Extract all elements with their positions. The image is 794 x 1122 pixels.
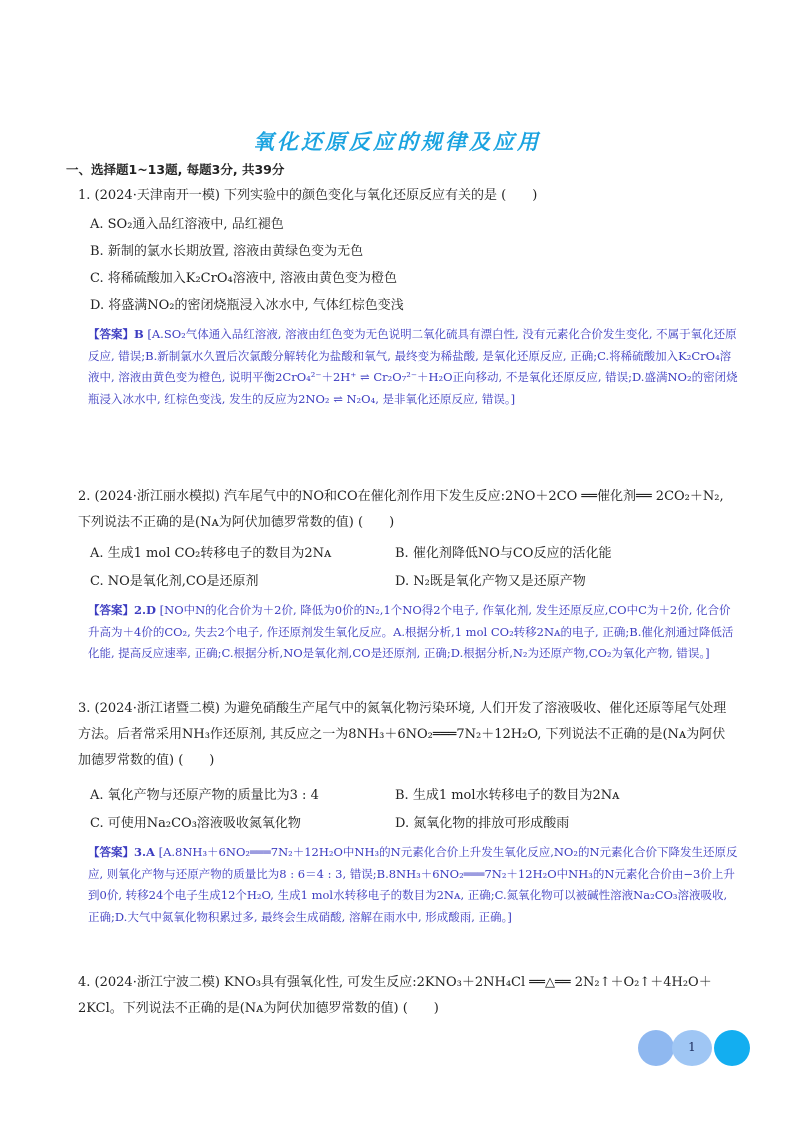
q3-answer <box>88 842 738 928</box>
q2-answer <box>88 600 738 665</box>
section-heading: 一、选择题1~13题, 每题3分, 共39分 <box>66 162 285 177</box>
page-title: 氧化还原反应的规律及应用 <box>253 130 541 154</box>
question-4-stem: 4. (2024·浙江宁波二模) KNO₃具有强氧化性, 可发生反应:2KNO₃＋2NH₄Cl ══△══ 2N₂↑＋O₂↑＋4H₂O＋2KCl。下列说法不正确的是(Nᴀ为阿伏加德罗常数的值) ( ) <box>78 975 712 1016</box>
q1-option-b: B. 新制的氯水长期放置, 溶液由黄绿色变为无色 <box>90 244 364 259</box>
q2-option-a: A. 生成1 mol CO₂转移电子的数目为2Nᴀ <box>90 546 332 561</box>
q3-option-d: D. 氮氧化物的排放可形成酸雨 <box>395 816 570 831</box>
q3-option-b: B. 生成1 mol水转移电子的数目为2Nᴀ <box>395 788 620 803</box>
q2-option-d: D. N₂既是氧化产物又是还原产物 <box>395 574 586 589</box>
q3-option-a: A. 氧化产物与还原产物的质量比为3 : 4 <box>90 788 319 803</box>
question-3-stem: 3. (2024·浙江诸暨二模) 为避免硝酸生产尾气中的氮氧化物污染环境, 人们开发了溶液吸收、催化还原等尾气处理方法。后者常采用NH₃作还原剂, 其反应之一为8NH₃＋6NO₂═══7N₂＋12H₂O, 下列说法不正确的是(Nᴀ为阿伏加德罗常数的值) ( ) <box>78 701 727 768</box>
q2-option-b: B. 催化剂降低NO与CO反应的活化能 <box>395 546 612 561</box>
page-dot-dark <box>714 1030 750 1066</box>
q1-answer-text: [A.SO₂气体通入品红溶液, 溶液由红色变为无色说明二氧化硫具有漂白性, 没有元素化合价发生变化, 不属于氧化还原反应, 错误;B.新制氯水久置后次氯酸分解转化为盐酸和氧气, 最终变为稀盐酸, 是氧化还原反应, 正确;C.将稀硫酸加入K₂CrO₄溶液中, 溶液由黄色变为橙色, 说明平衡2CrO₄²⁻＋2H⁺ ⇌ Cr₂O₇²⁻＋H₂O正向移动, 不是氧化还原反应, 错误;D.盛满NO₂的密闭烧瓶浸入冰水中, 红棕色变浅, 发生的反应为2NO₂ ⇌ N₂O₄, 是非氧化还原反应, 错误。] <box>88 327 738 406</box>
q2-answer-tag: 【答案】2.D <box>88 603 156 617</box>
q1-option-c: C. 将稀硫酸加入K₂CrO₄溶液中, 溶液由黄色变为橙色 <box>90 271 397 286</box>
q2-option-c: C. NO是氧化剂,CO是还原剂 <box>90 574 259 589</box>
q1-option-d: D. 将盛满NO₂的密闭烧瓶浸入冰水中, 气体红棕色变浅 <box>90 298 404 313</box>
q3-answer-tag: 【答案】3.A <box>88 845 155 859</box>
q2-answer-text: [NO中N的化合价为＋2价, 降低为0价的N₂,1个NO得2个电子, 作氧化剂, 发生还原反应,CO中C为＋2价, 化合价升高为＋4价的CO₂, 失去2个电子, 作还原剂发生氧化反应。A.根据分析,1 mol CO₂转移2Nᴀ的电子, 正确;B.催化剂通过降低活化能, 提高反应速率, 正确;C.根据分析,NO是氧化剂,CO是还原剂, 正确;D.根据分析,N₂为还原产物,CO₂为氧化产物, 错误。] <box>88 603 734 660</box>
question-1-stem: 1. (2024·天津南开一模) 下列实验中的颜色变化与氧化还原反应有关的是 ( ) <box>78 188 538 203</box>
page-number: 1 <box>688 1040 696 1054</box>
q1-answer <box>88 324 738 410</box>
q3-answer-text: [A.8NH₃＋6NO₂═══7N₂＋12H₂O中NH₃的N元素化合价上升发生氧化反应,NO₂的N元素化合价下降发生还原反应, 则氧化产物与还原产物的质量比为8 : 6＝4 : 3, 错误;B.8NH₃＋6NO₂═══7N₂＋12H₂O中NH₃的N元素化合价由−3价上升到0价, 转移24个电子生成12个H₂O, 生成1 mol水转移电子的数目为2Nᴀ, 正确;C.氮氧化物可以被碱性溶液Na₂CO₃溶液吸收, 正确;D.大气中氮氧化物积累过多, 最终会生成硝酸, 溶解在雨水中, 形成酸雨, 正确。] <box>88 845 738 924</box>
question-2-stem: 2. (2024·浙江丽水模拟) 汽车尾气中的NO和CO在催化剂作用下发生反应:2NO＋2CO ══催化剂══ 2CO₂＋N₂, 下列说法不正确的是(Nᴀ为阿伏加德罗常数的值) ( ) <box>78 489 724 530</box>
q3-option-c: C. 可使用Na₂CO₃溶液吸收氮氧化物 <box>90 816 301 831</box>
q1-answer-tag: 【答案】B <box>88 327 144 341</box>
q1-option-a: A. SO₂通入品红溶液中, 品红褪色 <box>90 217 284 232</box>
page-dot-light <box>638 1030 674 1066</box>
